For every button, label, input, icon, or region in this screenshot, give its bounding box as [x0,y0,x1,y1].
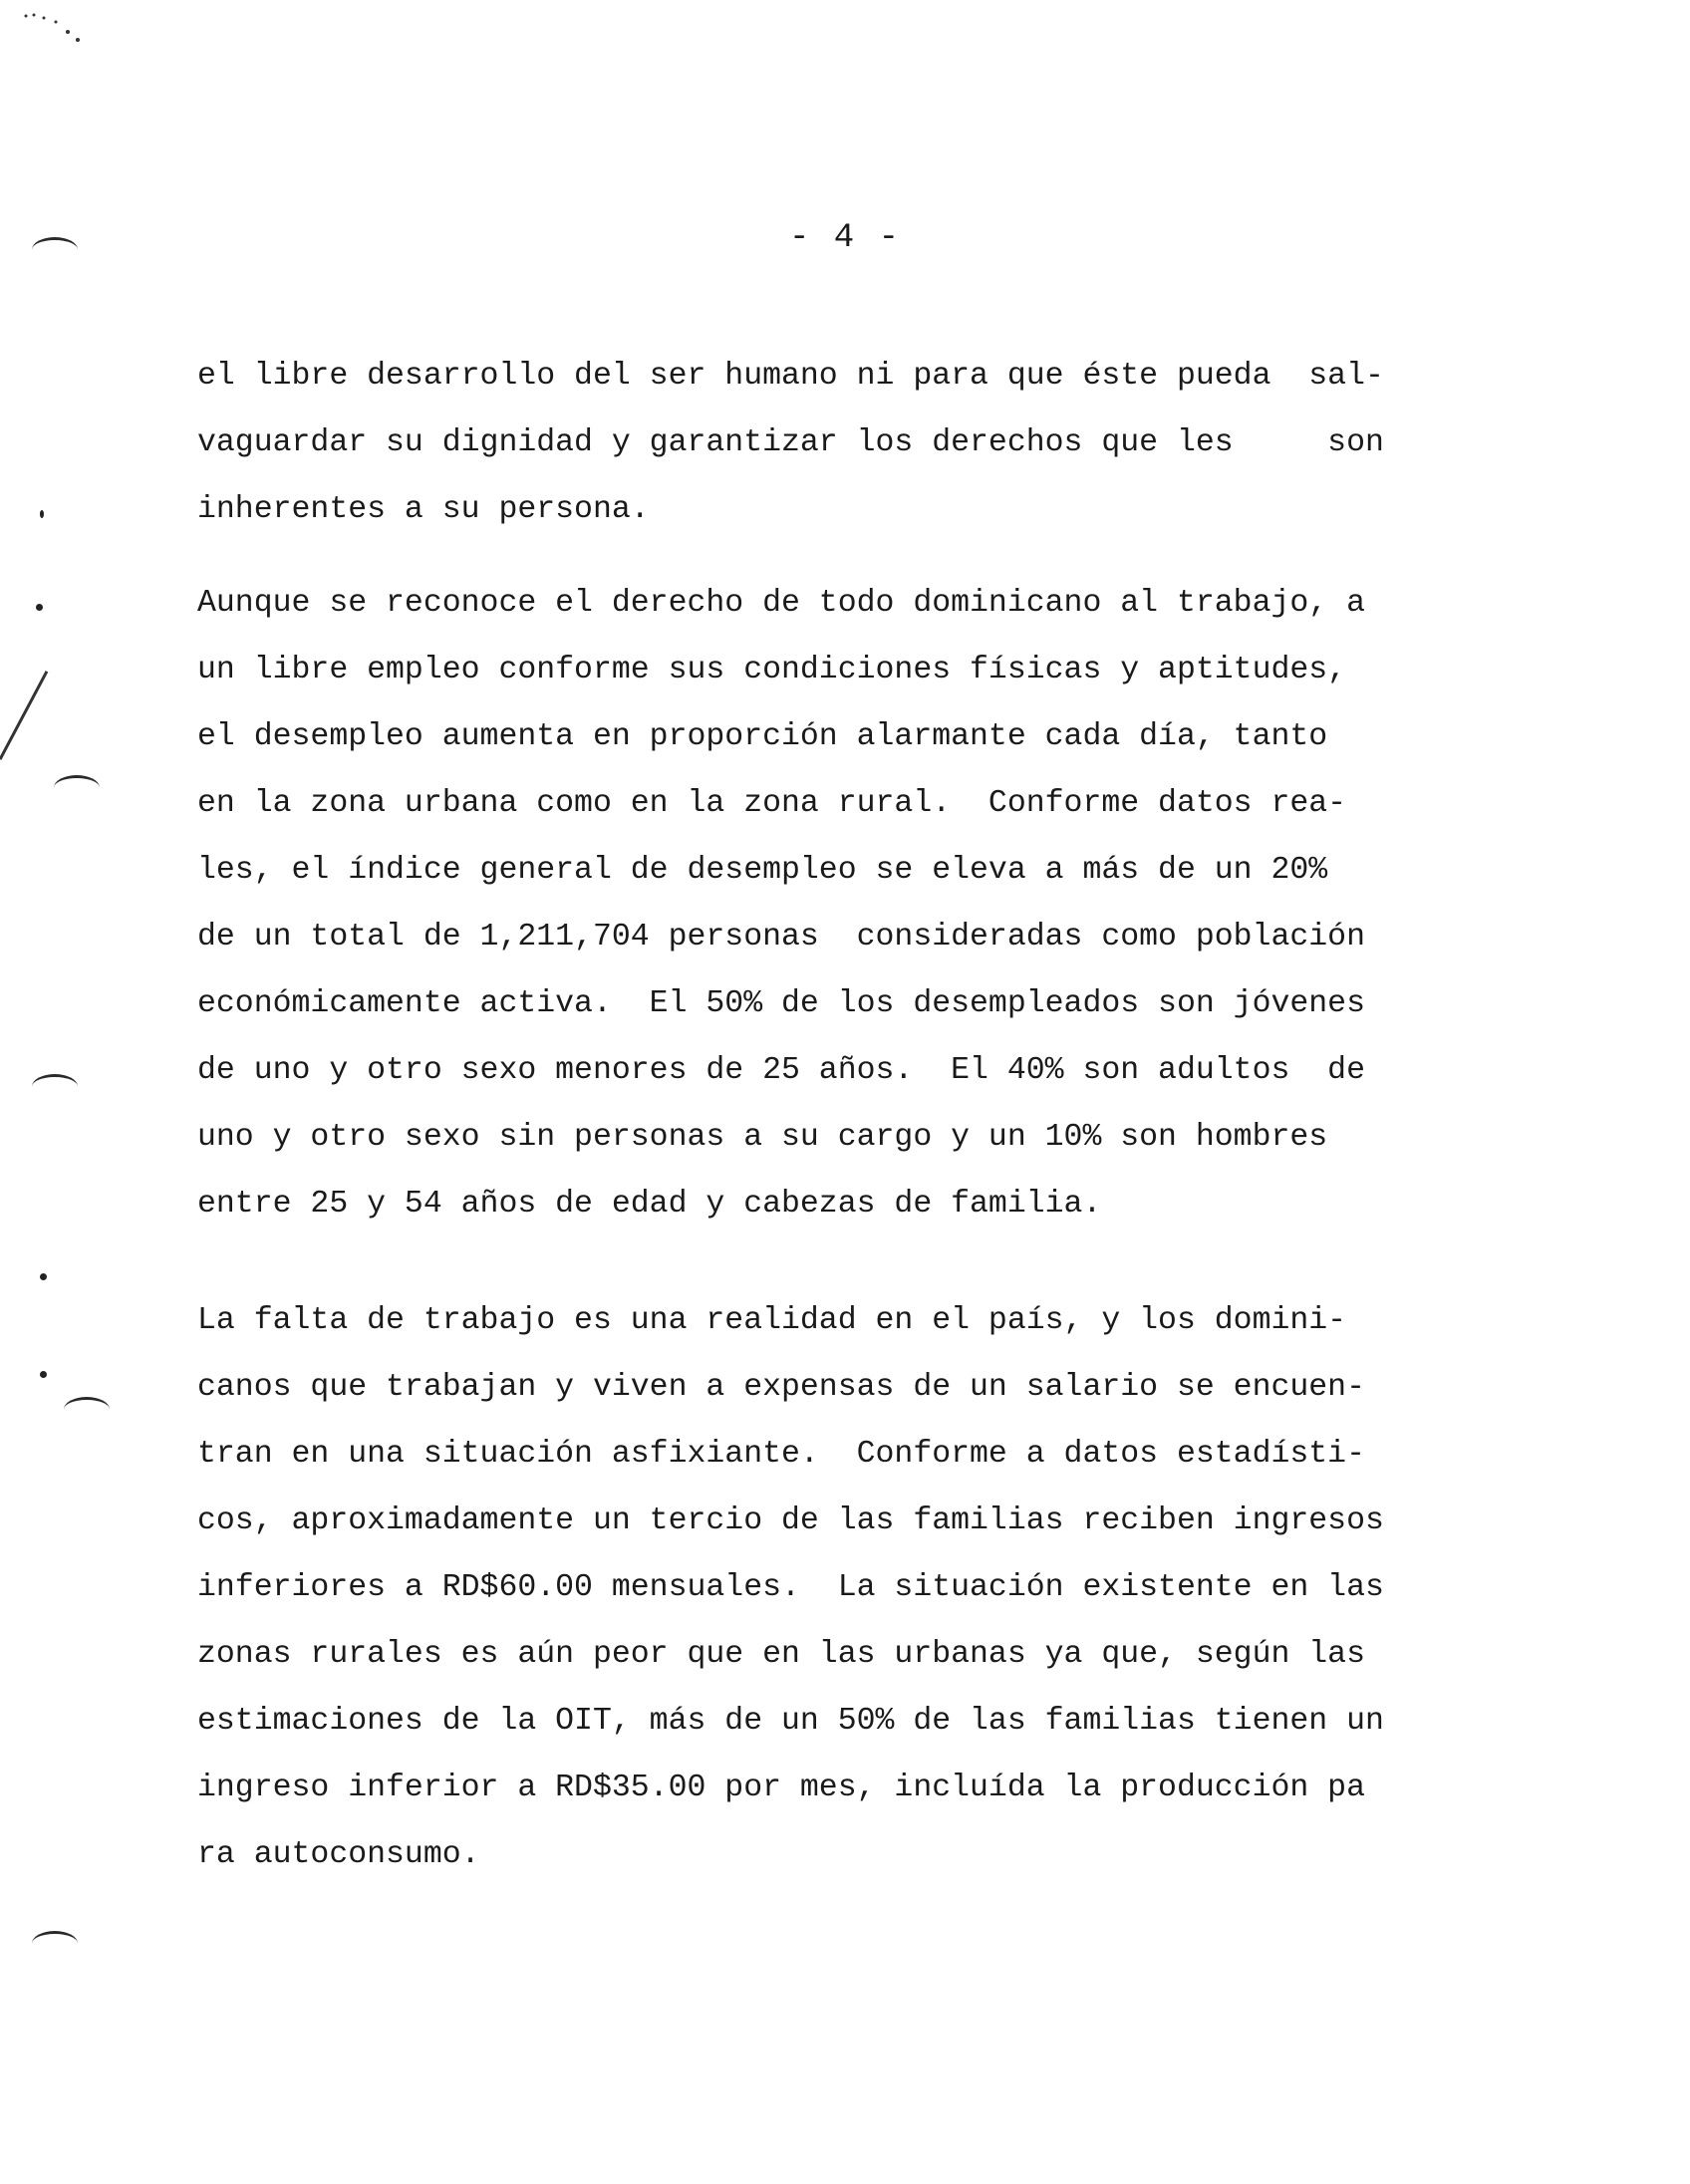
text-line: tran en una situación asfixiante. Conforme a datos estadísti- [197,1437,1365,1472]
text-line: canos que trabajan y viven a expensas de un salario se encuen- [197,1370,1365,1405]
text-line: de uno y otro sexo menores de 25 años. El 40% son adultos de [197,1053,1365,1088]
text-line: estimaciones de la OIT, más de un 50% de las familias tienen un [197,1704,1384,1739]
text-line: inherentes a su persona. [197,492,650,527]
text-line: el desempleo aumenta en proporción alarmante cada día, tanto [197,719,1328,754]
margin-dot [40,510,44,518]
margin-pen-stroke [0,671,48,760]
text-line: económicamente activa. El 50% de los desempleados son jóvenes [197,986,1365,1021]
text-line: inferiores a RD$60.00 mensuales. La situación existente en las [197,1570,1384,1605]
binder-hole-mark [32,1074,78,1099]
text-line: de un total de 1,211,704 personas consideradas como población [197,920,1365,955]
margin-dot [40,1273,47,1280]
paragraph-1 [197,343,1463,543]
text-line: ingreso inferior a RD$35.00 por mes, incluída la producción pa [197,1771,1365,1805]
margin-dot [36,604,43,611]
paragraph-3 [197,1287,1463,1888]
text-line: Aunque se reconoce el derecho de todo dominicano al trabajo, a [197,586,1365,621]
text-line: uno y otro sexo sin personas a su cargo y un 10% son hombres [197,1120,1328,1155]
text-line: La falta de trabajo es una realidad en el país, y los domini- [197,1303,1347,1338]
text-line: en la zona urbana como en la zona rural. Conforme datos rea- [197,786,1347,821]
paragraph-2 [197,570,1463,1237]
text-line: cos, aproximadamente un tercio de las familias reciben ingresos [197,1503,1384,1538]
text-line: ra autoconsumo. [197,1837,480,1872]
binder-hole-mark [32,1931,78,1956]
text-line: zonas rurales es aún peor que en las urbanas ya que, según las [197,1637,1365,1672]
binder-hole-mark [64,1397,110,1422]
binder-hole-mark [54,775,100,800]
margin-dot [40,1371,47,1378]
text-line: entre 25 y 54 años de edad y cabezas de familia. [197,1187,1102,1222]
text-line: un libre empleo conforme sus condiciones físicas y aptitudes, [197,653,1347,687]
scan-speck-decoration [20,10,90,50]
text-line: les, el índice general de desempleo se eleva a más de un 20% [197,853,1328,888]
page-number: - 4 - [788,219,902,257]
text-line: el libre desarrollo del ser humano ni para que éste pueda sal- [197,359,1384,394]
text-line: vaguardar su dignidad y garantizar los derechos que les son [197,425,1384,460]
